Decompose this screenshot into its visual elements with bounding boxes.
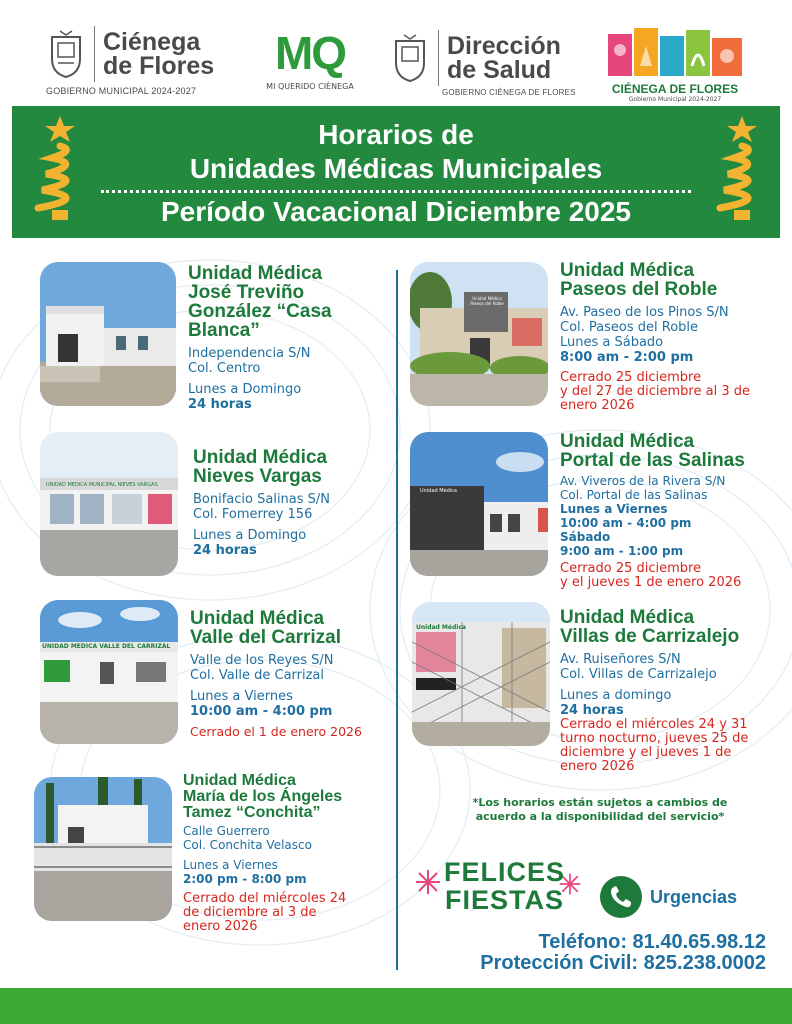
unit-photo-nieves-vargas [40, 432, 178, 576]
unit-photo-valle-carrizal [40, 600, 178, 744]
unit-title-line: Paseos del Roble [560, 279, 718, 300]
unit-closed-notice: diciembre y el jueves 1 de [560, 745, 732, 760]
column-divider [396, 270, 398, 970]
unit-days: Lunes a Sábado [560, 335, 664, 350]
brand-logo [604, 26, 746, 103]
logo-divider [438, 30, 439, 86]
unit-photo-portal-salinas [410, 432, 548, 576]
disclaimer-line: *Los horarios están sujetos a cambios de [472, 796, 728, 809]
unit-title-line: Unidad Médica [193, 447, 328, 468]
mq-logo [262, 28, 358, 91]
unit-title-line: María de los Ángeles [183, 788, 343, 805]
unit-address-colony: Col. Paseos del Roble [560, 320, 699, 335]
unit-title-line: Unidad Médica [560, 431, 695, 452]
unit-hours: 24 horas [560, 703, 624, 718]
unit-hours: 24 horas [188, 397, 252, 412]
phone-icon [600, 876, 642, 918]
unit-title-line: Tamez “Conchita” [183, 804, 321, 821]
logo-divider [94, 26, 95, 82]
unit-title-line: Unidad Médica [560, 260, 695, 281]
urgencias-label: Urgencias [650, 886, 738, 907]
unit-days: Lunes a Viernes [183, 858, 278, 872]
mq-subtitle: MI QUERIDO CIÉNEGA [266, 82, 354, 91]
building-sign: Unidad Médica Paseos del Roble [470, 296, 504, 306]
brand-mosaic-icon [604, 26, 746, 78]
unit-address-street: Av. Ruiseñores S/N [560, 652, 681, 667]
unit-address-street: Bonifacio Salinas S/N [193, 492, 331, 507]
unit-closed-notice: Cerrado 25 diciembre [560, 370, 702, 385]
unit-nieves-vargas [193, 448, 388, 558]
unit-title-line: Unidad Médica [560, 607, 695, 628]
unit-closed-notice: enero 2026 [560, 759, 635, 774]
unit-portal-salinas [560, 432, 785, 590]
unit-photo-villas-carrizalejo [412, 602, 550, 746]
municipio-name-line2: de Flores [103, 52, 215, 80]
title-banner [12, 106, 780, 238]
unit-closed-notice: enero 2026 [183, 919, 258, 934]
unit-photo-paseos-roble [410, 262, 548, 406]
bottom-green-bar [0, 988, 792, 1024]
unit-address-street: Av. Paseo de los Pinos S/N [560, 305, 729, 320]
unit-address-street: Av. Viveros de la Rivera S/N [560, 474, 726, 488]
municipio-logo [46, 26, 214, 82]
unit-title-line: Nieves Vargas [193, 466, 322, 487]
unit-closed-notice: enero 2026 [560, 398, 635, 413]
unit-hours-saturday: 9:00 am - 1:00 pm [560, 544, 684, 558]
unit-days: Lunes a domingo [560, 688, 672, 703]
unit-days-saturday: Sábado [560, 530, 611, 544]
christmas-tree-icon [30, 114, 90, 224]
unit-casa-blanca [188, 264, 388, 412]
telefono-line: Teléfono: 81.40.65.98.12 [538, 931, 766, 953]
unit-days: Lunes a Domingo [188, 382, 302, 397]
salud-logo [390, 30, 561, 86]
unit-hours: 8:00 am - 2:00 pm [560, 350, 694, 365]
building-sign: Unidad Médica [420, 488, 457, 494]
unit-address-colony: Col. Valle de Carrizal [190, 668, 325, 683]
unit-conchita [183, 773, 393, 934]
unit-title-line: Valle del Carrizal [190, 627, 342, 648]
snowflake-icon [414, 868, 442, 896]
salud-seal-icon [390, 33, 430, 83]
mq-mark: MQ [274, 27, 346, 79]
unit-closed-notice: de diciembre al 3 de [183, 905, 317, 920]
felices-line: FELICES [444, 857, 566, 887]
salud-subtitle: GOBIERNO CIÉNEGA DE FLORES [442, 88, 576, 97]
banner-subtitle: Período Vacacional Diciembre 2025 [160, 196, 631, 227]
unit-closed-notice: Cerrado el miércoles 24 y 31 [560, 717, 748, 732]
unit-address-colony: Col. Fomerrey 156 [193, 507, 313, 522]
unit-hours: 24 horas [193, 543, 257, 558]
building-sign: Unidad Médica [416, 624, 466, 631]
unit-title-line: José Treviño [188, 282, 305, 303]
unit-hours: 10:00 am - 4:00 pm [190, 704, 333, 719]
unit-closed-notice: y el jueves 1 de enero 2026 [560, 575, 742, 590]
unit-title-line: Blanca” [188, 320, 260, 341]
unit-hours: 2:00 pm - 8:00 pm [183, 872, 307, 886]
municipio-name-line1: Ciénega [103, 28, 201, 56]
unit-days: Lunes a Domingo [193, 528, 307, 543]
unit-closed-notice: y del 27 de diciembre al 3 de [560, 384, 750, 399]
building-sign: UNIDAD MÉDICA MUNICIPAL NIEVES VARGAS [46, 482, 158, 488]
banner-dotted-divider [101, 190, 691, 193]
unit-address-colony: Col. Centro [188, 361, 261, 376]
unit-valle-carrizal [190, 609, 390, 739]
unit-address-street: Valle de los Reyes S/N [190, 653, 334, 668]
unit-closed-notice: Cerrado 25 diciembre [560, 561, 702, 576]
brand-name: CIÉNEGA DE FLORES [611, 82, 739, 96]
proteccion-civil-line: Protección Civil: 825.238.0002 [480, 952, 766, 974]
unit-title-line: Unidad Médica [188, 263, 323, 284]
brand-subtitle: Gobierno Municipal 2024-2027 [628, 96, 722, 103]
unit-closed-notice: Cerrado el 1 de enero 2026 [190, 724, 362, 739]
unit-address-street: Independencia S/N [188, 346, 311, 361]
header-logos [0, 0, 792, 105]
unit-photo-casa-blanca [40, 262, 176, 406]
christmas-tree-icon [712, 114, 772, 224]
fiestas-line: FIESTAS [445, 885, 565, 915]
unit-address-colony: Col. Portal de las Salinas [560, 488, 708, 502]
unit-villas-carrizalejo [560, 608, 785, 774]
unit-days: Lunes a Viernes [560, 502, 668, 516]
urgencias-badge [600, 876, 737, 918]
unit-title-line: Unidad Médica [190, 608, 325, 629]
building-sign: UNIDAD MÉDICA VALLE DEL CARRIZAL [42, 643, 171, 650]
coat-of-arms-icon [46, 29, 86, 79]
unit-address-colony: Col. Villas de Carrizalejo [560, 667, 717, 682]
felices-fiestas-graphic [414, 858, 584, 922]
schedule-disclaimer [430, 796, 770, 824]
unit-photo-conchita [34, 777, 172, 921]
disclaimer-line: acuerdo a la disponibilidad del servicio* [475, 810, 725, 823]
salud-name-line2: de Salud [447, 56, 552, 84]
unit-days: Lunes a Viernes [190, 689, 293, 704]
unit-title-line: Unidad Médica [183, 772, 296, 789]
unit-title-line: González “Casa [188, 301, 332, 322]
unit-address-colony: Col. Conchita Velasco [183, 838, 312, 852]
unit-hours: 10:00 am - 4:00 pm [560, 516, 692, 530]
unit-title-line: Portal de las Salinas [560, 450, 745, 471]
salud-name-line1: Dirección [447, 32, 561, 60]
unit-closed-notice: Cerrado del miércoles 24 [183, 891, 347, 906]
felices-fiestas-text [444, 858, 565, 914]
banner-title-line1: Horarios de [318, 119, 474, 150]
municipio-subtitle: GOBIERNO MUNICIPAL 2024-2027 [46, 86, 197, 96]
unit-title-line: Villas de Carrizalejo [560, 626, 740, 647]
unit-paseos-roble [560, 261, 785, 413]
banner-title-line2: Unidades Médicas Municipales [189, 153, 603, 184]
unit-closed-notice: turno nocturno, jueves 25 de [560, 731, 749, 746]
unit-address-street: Calle Guerrero [183, 824, 270, 838]
